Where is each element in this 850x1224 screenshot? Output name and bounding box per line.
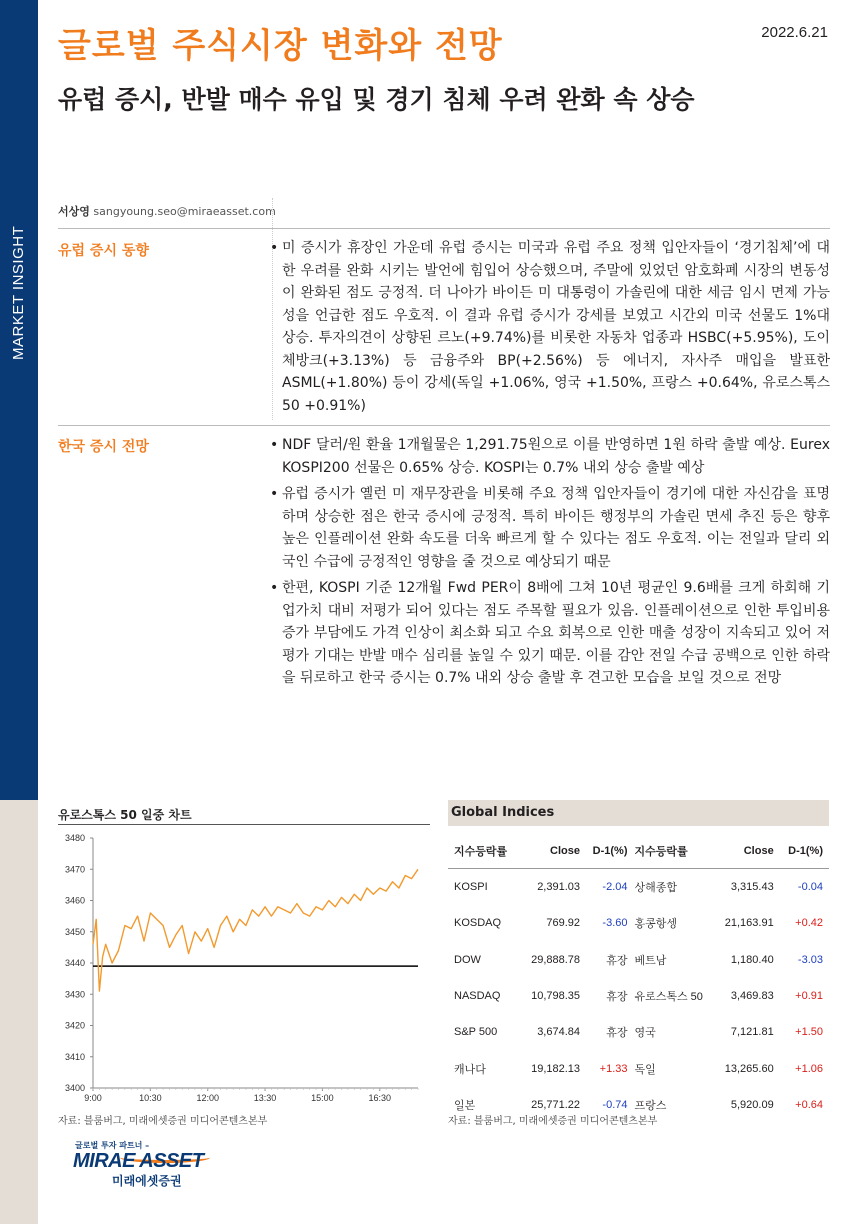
col-header: 지수등락률 <box>448 834 522 869</box>
index-name: 캐나다 <box>454 1063 486 1076</box>
y-tick-label: 3480 <box>64 833 85 843</box>
index-name: KOSPI <box>454 881 488 894</box>
index-name: DOW <box>454 953 481 966</box>
index-change: +1.50 <box>795 1026 823 1039</box>
section-body-europe <box>270 237 830 421</box>
chart-svg <box>58 830 430 1108</box>
index-close: 25,771.22 <box>531 1098 581 1111</box>
index-name: 영국 <box>634 1027 656 1040</box>
index-change: -0.74 <box>602 1098 628 1111</box>
x-tick-label: 15:00 <box>311 1093 334 1103</box>
section-label-europe: 유럽 증시 동향 <box>58 243 149 259</box>
bullet-item: • NDF 달러/원 환율 1개월물은 1,291.75원으로 이를 반영하면 1원 하락 출발 예상. Eurex KOSPI200 선물은 0.65% 상승. KOSPI는 0.7% 내외 상승 출발 예상 <box>270 434 830 479</box>
page-title: 글로벌 주식시장 변화와 전망 <box>58 26 503 66</box>
global-indices-table <box>448 834 829 1123</box>
company-logo: MIRAE ASSET <box>73 1150 204 1172</box>
company-logo-sub: 미래에셋증권 <box>112 1174 182 1188</box>
index-name: 독일 <box>634 1063 656 1076</box>
table-row <box>448 905 829 941</box>
index-name: 베트남 <box>634 954 667 967</box>
author-line <box>58 203 276 219</box>
y-tick-label: 3460 <box>64 895 85 906</box>
divider <box>58 228 830 229</box>
index-close: 29,888.78 <box>531 953 581 966</box>
table-source: 자료: 블룸버그, 미래에셋증권 미디어콘텐츠본부 <box>448 1116 658 1127</box>
table-row <box>448 869 829 906</box>
x-tick-label: 13:30 <box>253 1093 277 1103</box>
index-change: +0.64 <box>795 1098 823 1111</box>
index-close: 2,391.03 <box>537 881 581 894</box>
col-header: 지수등락률 <box>629 834 708 869</box>
col-header: D-1(%) <box>775 834 829 869</box>
bullet-item: • 한편, KOSPI 기준 12개월 Fwd PER이 8배에 그쳐 10년 평균인 9.6배를 크게 하회해 기업가치 대비 저평가 되어 있다는 점도 주목할 필요가 있음. 인플레이션으로 인한 투입비용 증가 부담에도 가격 인상이 최소화 되고 수요 회복으로 인한 매출 성장이 지속되고 있어 저평가 기대는 반발 매수 심리를 높일 수 있기 때문. 이를 감안 전일 수급 공백으로 인한 하락을 뒤로하고 한국 증시는 0.7% 내외 상승 출발 후 견고한 모습을 보일 것으로 전망 <box>270 577 830 690</box>
index-change: -0.04 <box>797 881 823 894</box>
logo-tagline: 글로벌 투자 파트너 – <box>75 1141 150 1150</box>
report-date: 2022.6.21 <box>761 24 828 41</box>
index-name: KOSDAQ <box>454 917 502 930</box>
index-name: 상해종합 <box>634 882 678 895</box>
index-change: 휴장 <box>606 991 628 1004</box>
y-tick-label: 3430 <box>64 989 85 1000</box>
index-change: +1.06 <box>795 1062 823 1075</box>
x-tick-label: 10:30 <box>139 1093 162 1103</box>
y-tick-label: 3470 <box>64 864 85 875</box>
index-close: 21,163.91 <box>724 917 774 930</box>
col-header: Close <box>522 834 581 869</box>
chart-source: 자료: 블룸버그, 미래에셋증권 미디어콘텐츠본부 <box>58 1116 268 1127</box>
index-close: 5,920.09 <box>730 1098 774 1111</box>
index-close: 1,180.40 <box>730 953 774 966</box>
index-close: 13,265.60 <box>724 1062 774 1075</box>
index-close: 3,469.83 <box>730 990 774 1003</box>
col-header: D-1(%) <box>581 834 628 869</box>
y-tick-label: 3450 <box>64 926 85 937</box>
index-change: -3.60 <box>602 917 628 930</box>
bullet-item: • 미 증시가 휴장인 가운데 유럽 증시는 미국과 유럽 주요 정책 입안자들이 ‘경기침체’에 대한 우려를 완화 시키는 발언에 힘입어 상승했으며, 주말에 있었던 암호화폐 시장의 변동성이 완화된 점도 긍정적. 더 나아가 바이든 미 대통령이 가솔린에 대한 세금 임시 면제 가능성을 언급한 점도 우호적. 이 결과 유럽 증시가 강세를 보였고 시간외 미국 선물도 1%대 상승. 투자의견이 상향된 르노(+9.74%)를 비롯한 자동차 업종과 HSBC(+5.95%), 도이체방크(+3.13%) 등 금융주와 BP(+2.56%) 등 에너지, 자사주 매입을 발표한 ASML(+1.80%) 등이 강세(독일 +1.06%, 영국 +1.50%, 프랑스 +0.64%, 유로스톡스 50 +0.91%) <box>270 237 830 417</box>
table-header-row <box>448 834 829 869</box>
eurostoxx-intraday-chart <box>58 830 430 1108</box>
index-name: 홍콩항셍 <box>634 918 678 931</box>
index-name: S&P 500 <box>454 1026 498 1039</box>
index-name: NASDAQ <box>454 990 501 1003</box>
chart-title: 유로스톡스 50 일중 차트 <box>58 808 192 822</box>
sidebar-label: MARKET INSIGHT <box>10 225 27 360</box>
bullet-item: • 유럽 증시가 옐런 미 재무장관을 비롯해 주요 정책 입안자들이 경기에 대한 자신감을 표명하며 상승한 점은 한국 증시에 긍정적. 특히 바이든 행정부의 가솔린 면세 추진 등은 향후 높은 인플레이션 완화 속도를 더욱 빠르게 할 수 있다는 점도 우호적. 이는 전일과 달리 외국인 수급에 긍정적인 영향을 줄 것으로 예상되기 때문 <box>270 483 830 573</box>
index-close: 3,315.43 <box>730 881 774 894</box>
index-name: 일본 <box>454 1099 476 1112</box>
index-name: 유로스톡스 50 <box>634 991 703 1004</box>
index-change: 휴장 <box>606 954 628 967</box>
index-change: +1.33 <box>599 1062 628 1075</box>
page-subtitle: 유럽 증시, 반발 매수 유입 및 경기 침체 우려 완화 속 상승 <box>58 85 695 114</box>
y-tick-label: 3400 <box>64 1083 85 1093</box>
index-close: 10,798.35 <box>531 990 581 1003</box>
y-tick-label: 3420 <box>64 1020 85 1031</box>
table-row <box>448 978 829 1014</box>
sidebar-band <box>0 0 38 800</box>
author-name: 서상영 <box>58 205 90 218</box>
index-close: 3,674.84 <box>537 1026 581 1039</box>
chart-title-rule <box>58 824 430 825</box>
author-email[interactable]: sangyoung.seo@miraeasset.com <box>93 205 276 218</box>
x-tick-label: 9:00 <box>84 1093 102 1103</box>
section-label-korea: 한국 증시 전망 <box>58 439 149 455</box>
table-row <box>448 1014 829 1050</box>
index-change: 휴장 <box>606 1027 628 1040</box>
index-change: +0.91 <box>795 990 823 1003</box>
y-tick-label: 3410 <box>64 1051 85 1062</box>
index-change: +0.42 <box>795 917 823 930</box>
x-tick-label: 12:00 <box>196 1093 219 1103</box>
index-change: -3.03 <box>797 953 823 966</box>
eurostoxx-series-line <box>93 869 418 991</box>
index-close: 7,121.81 <box>730 1026 774 1039</box>
col-header: Close <box>707 834 775 869</box>
index-change: -2.04 <box>602 881 628 894</box>
sidebar-band-lower <box>0 800 38 1224</box>
index-close: 769.92 <box>546 917 581 930</box>
divider <box>58 425 830 426</box>
y-tick-label: 3440 <box>64 958 85 968</box>
index-close: 19,182.13 <box>531 1062 581 1075</box>
section-body-korea <box>270 434 830 694</box>
table-row <box>448 1050 829 1086</box>
x-tick-label: 16:30 <box>368 1093 392 1103</box>
table-row <box>448 942 829 978</box>
global-indices-title: Global Indices <box>448 800 829 826</box>
index-name: 프랑스 <box>634 1099 667 1112</box>
